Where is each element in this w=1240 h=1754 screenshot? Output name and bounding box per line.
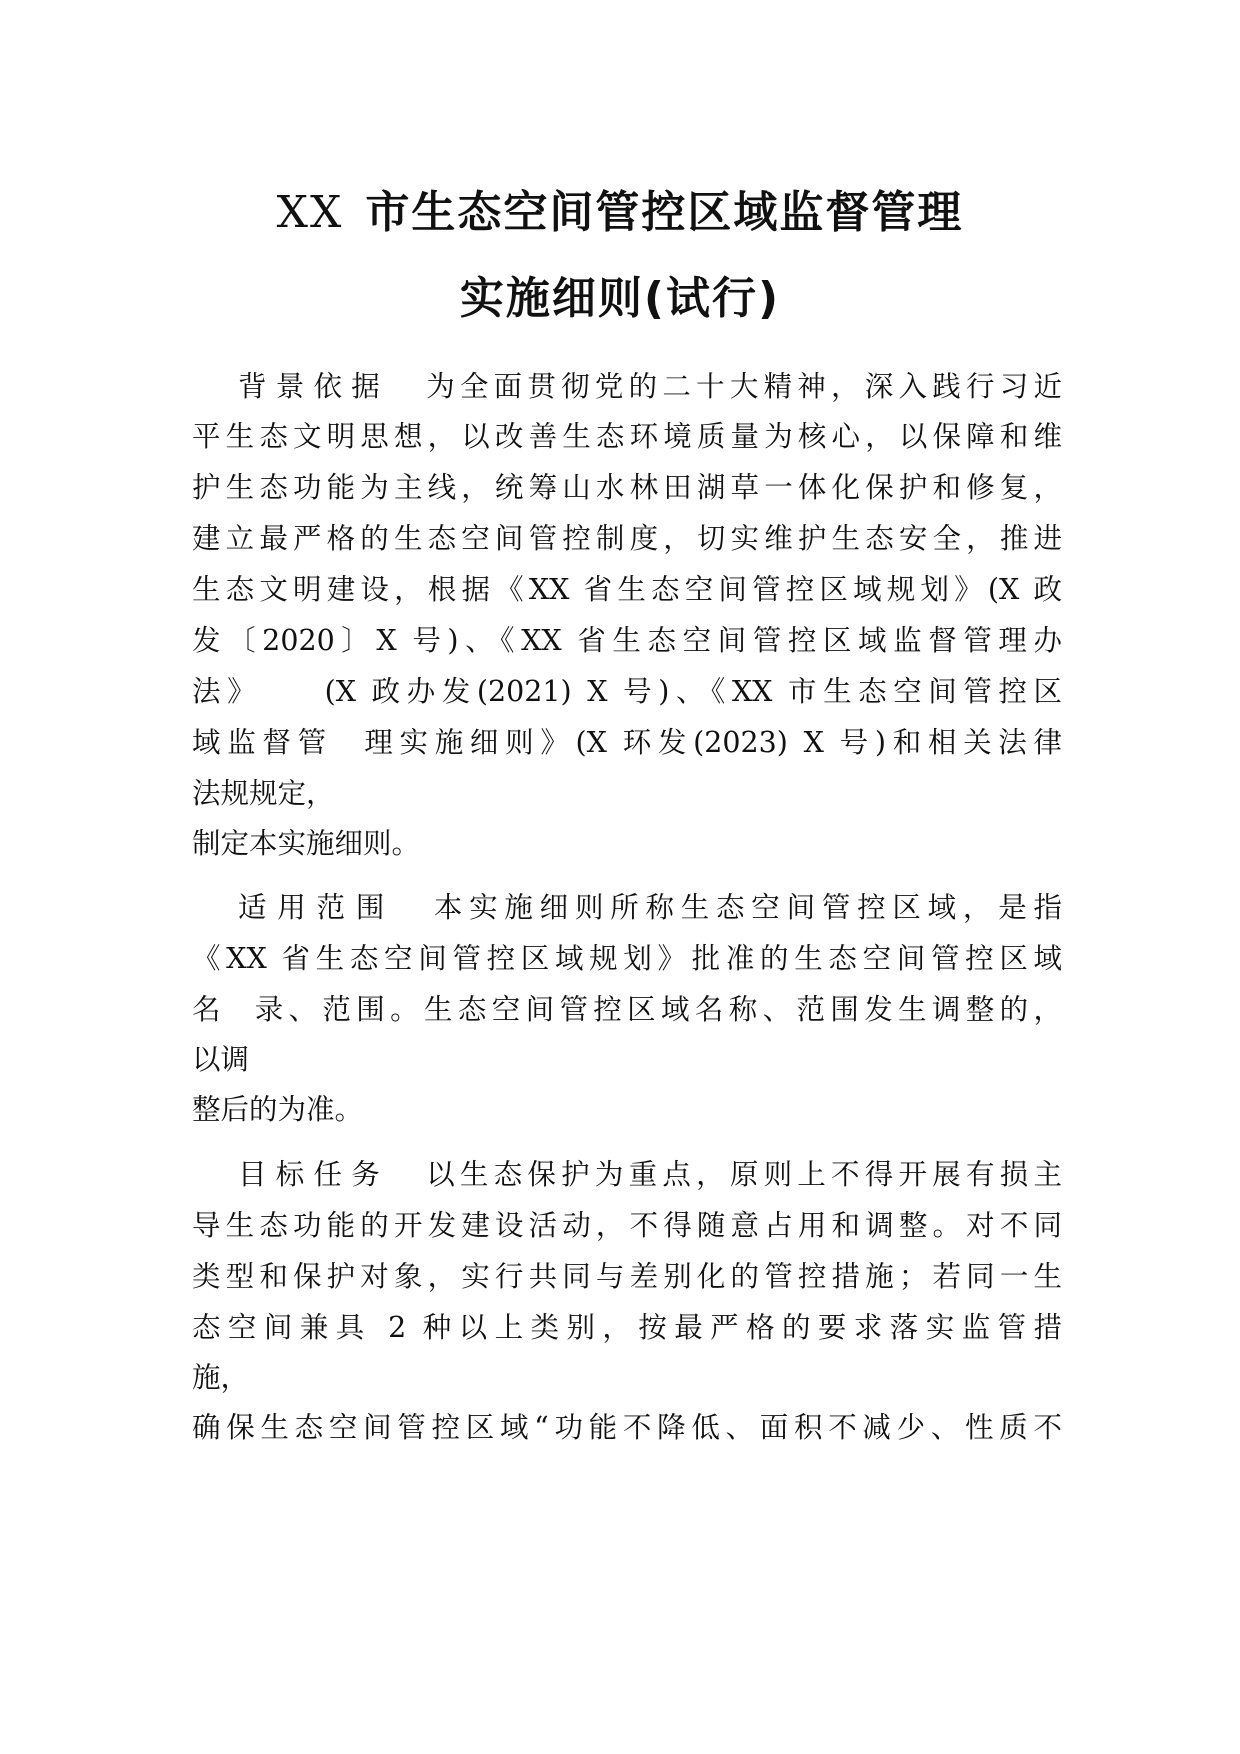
section-1-line-9: 法规规定， [192,777,335,810]
section-1-line-5: 生态文明建设，根据《XX 省生态空间管控区域规划》(X 政 [192,573,1062,606]
section-1-line-7: 法》 (X 政办发(2021) X 号)、《XX 市生态空间管控区 [192,675,1062,708]
section-1-line-8: 域监督管 理实施细则》(X 环发(2023) X 号)和相关法律 [192,726,1062,759]
section-2-line-4: 以调 [192,1043,250,1076]
title-main-text: 市生态空间管控区域监督管理 [365,187,964,238]
section-2-line-3: 名 录、范围。生态空间管控区域名称、范围发生调整的， [192,993,1062,1026]
section-2-line-2: 《XX 省生态空间管控区域规划》批准的生态空间管控区域 [192,942,1062,975]
title-city-placeholder: XX [276,187,344,238]
section-3-heading: 目标任务 [238,1158,389,1191]
section-3-line-6: 确保生态空间管控区域“功能不降低、面积不减少、性质不 [192,1411,1062,1444]
document-title-line-1 [0,176,1240,240]
section-3-line-4: 态空间兼具 2 种以上类别，按最严格的要求落实监管措 [192,1311,1062,1344]
section-1-line-10: 制定本实施细则。 [192,827,421,860]
section-2-first-line [238,888,1062,928]
section-3-line-3: 类型和保护对象，实行共同与差别化的管控措施；若同一生 [192,1260,1062,1293]
section-1-line-6: 发〔2020〕X 号)、《XX 省生态空间管控区域监督管理办 [192,624,1062,657]
section-1-heading: 背景依据 [238,370,389,403]
document-title-line-2: 实施细则(试行) [459,273,781,324]
section-1-line-1: 为全面贯彻党的二十大精神，深入践行习近 [420,370,1062,403]
section-1-line-4: 建立最严格的生态空间管控制度，切实维护生态安全，推进 [192,522,1062,555]
section-1-line-2: 平生态文明思想，以改善生态环境质量为核心，以保障和维 [192,420,1062,453]
section-3-line-5: 施， [192,1361,250,1394]
section-3-first-line [238,1155,1062,1195]
section-2-line-5: 整后的为准。 [192,1093,364,1126]
section-2-line-1: 本实施细则所称生态空间管控区域，是指 [427,891,1062,924]
section-1-line-3: 护生态功能为主线，统筹山水林田湖草一体化保护和修复， [192,471,1062,504]
section-3-line-1: 以生态保护为重点，原则上不得开展有损主 [420,1158,1062,1191]
section-1-first-line [238,367,1062,407]
section-3-line-2: 导生态功能的开发建设活动，不得随意占用和调整。对不同 [192,1209,1062,1242]
section-2-heading: 适用范围 [238,891,396,924]
